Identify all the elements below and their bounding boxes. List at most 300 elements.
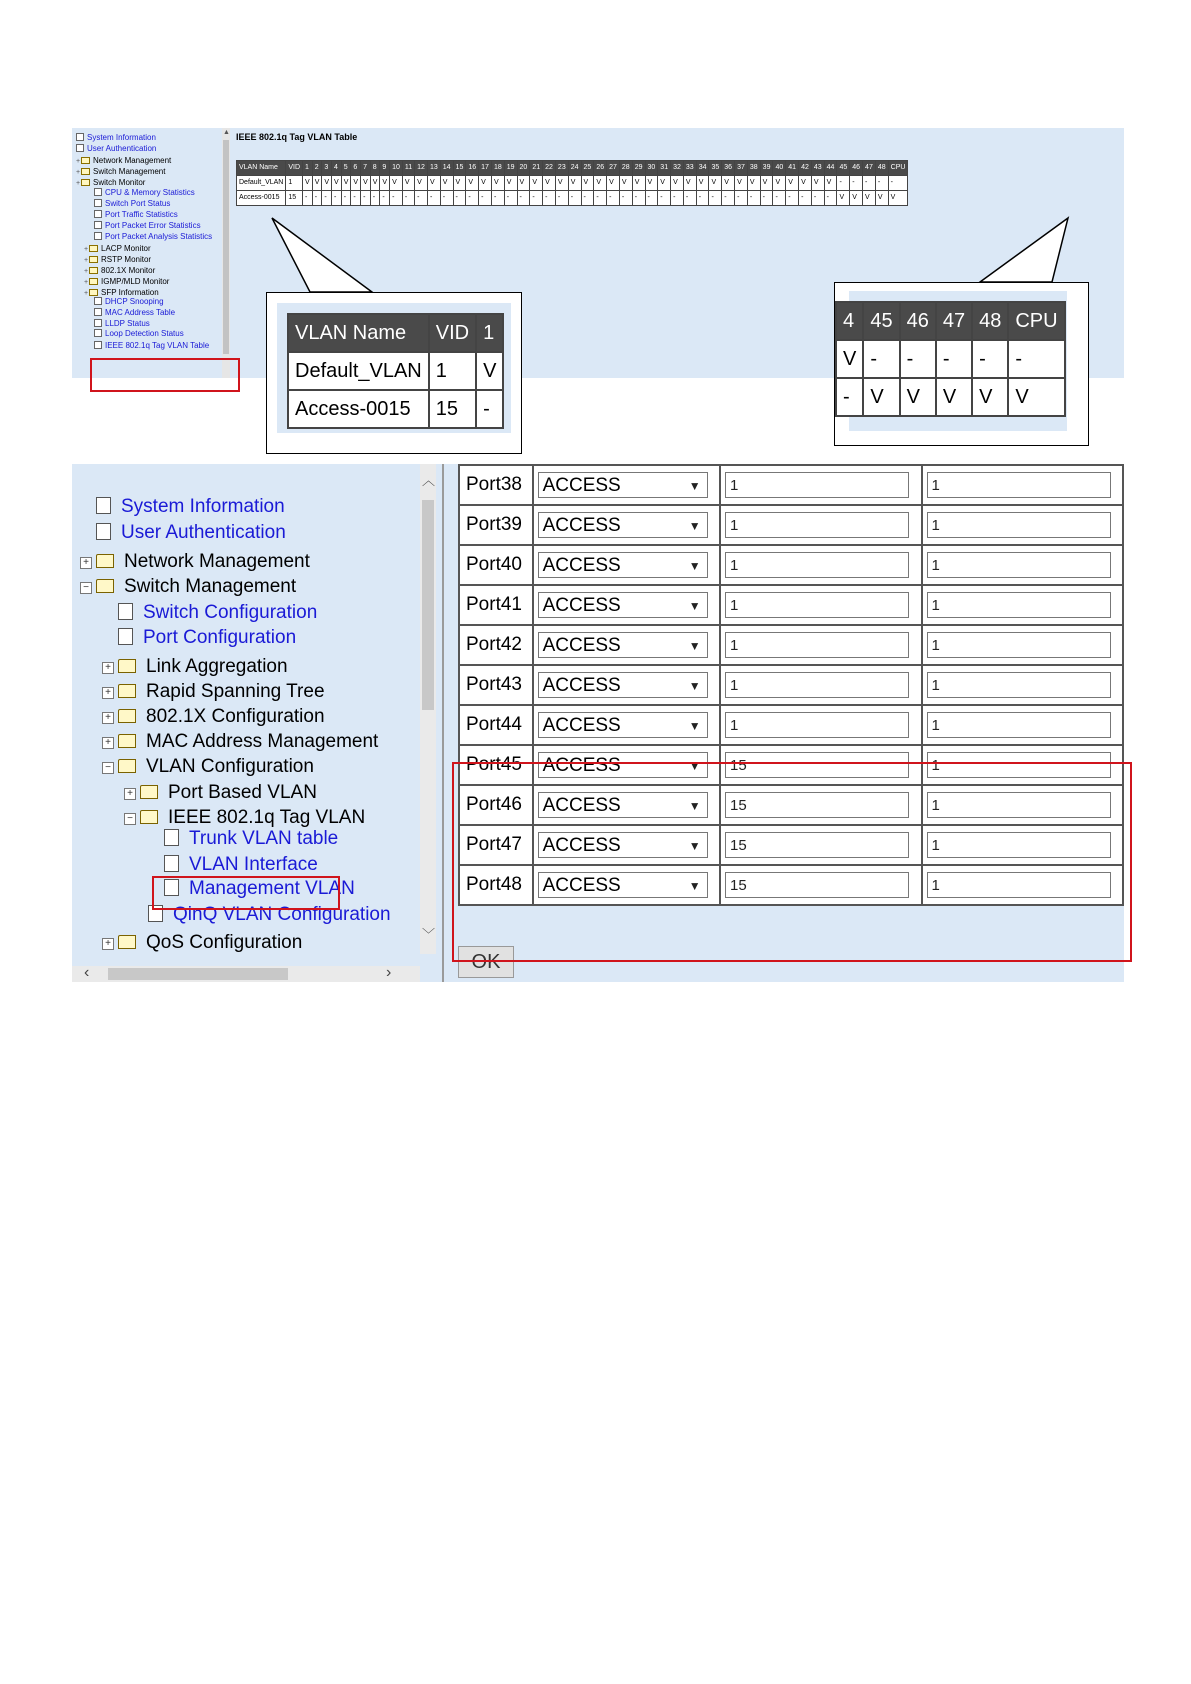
port-name: Port39 bbox=[459, 505, 533, 545]
vlan-table-cell: - bbox=[351, 191, 361, 206]
port-name: Port47 bbox=[459, 825, 533, 865]
top-tree-item-label: Port Packet Analysis Statistics bbox=[105, 232, 213, 241]
vlan-table-header: 9 bbox=[380, 161, 390, 176]
port-second-vid-input[interactable]: 1 bbox=[927, 672, 1111, 698]
vlan-table-header: 47 bbox=[863, 161, 876, 176]
folder-icon bbox=[96, 554, 114, 568]
zoom-table-cell: V bbox=[863, 378, 899, 416]
vlan-table-header: 31 bbox=[658, 161, 671, 176]
port-mode-select[interactable] bbox=[538, 512, 708, 538]
vlan-table-cell: - bbox=[760, 191, 773, 206]
expand-toggle-icon[interactable]: + bbox=[84, 257, 89, 264]
tree-item-label: System Information bbox=[121, 496, 285, 517]
chevron-down-icon[interactable]: ▼ bbox=[688, 519, 701, 533]
port-row bbox=[459, 505, 1123, 545]
vlan-table-cell: - bbox=[380, 191, 390, 206]
port-mode-select[interactable] bbox=[538, 552, 708, 578]
vlan-table-header: 44 bbox=[824, 161, 837, 176]
vlan-table-cell: - bbox=[543, 191, 556, 206]
tree-item-switch-configuration[interactable] bbox=[118, 600, 317, 626]
port-vid-cell-2 bbox=[922, 465, 1124, 505]
vlan-table-cell: - bbox=[645, 191, 658, 206]
vlan-table-cell: - bbox=[491, 191, 504, 206]
vlan-table-cell: 1 bbox=[286, 176, 303, 191]
vlan-table-cell: - bbox=[824, 191, 837, 206]
tree-item-mac-address-management[interactable] bbox=[102, 729, 378, 755]
port-vid-cell-2 bbox=[922, 505, 1124, 545]
port-vid-cell bbox=[720, 625, 921, 665]
vlan-table-cell: Access-0015 bbox=[237, 191, 286, 206]
vlan-table-cell: V bbox=[303, 176, 313, 191]
zoom-table-cell: - bbox=[1008, 340, 1064, 378]
vlan-table-header: 20 bbox=[517, 161, 530, 176]
port-vid-cell bbox=[720, 465, 921, 505]
zoom-table-cell: - bbox=[863, 340, 899, 378]
tree-item-qos-configuration[interactable] bbox=[102, 930, 302, 956]
vlan-table-cell: V bbox=[555, 176, 568, 191]
tree-item-label: 802.1X Configuration bbox=[146, 706, 325, 727]
port-access-vid-input[interactable]: 15 bbox=[725, 752, 909, 778]
port-second-vid-input[interactable]: 1 bbox=[927, 472, 1111, 498]
vlan-table-header: 46 bbox=[850, 161, 863, 176]
vlan-table-cell: - bbox=[466, 191, 479, 206]
port-mode-select[interactable] bbox=[538, 672, 708, 698]
page-icon bbox=[96, 497, 111, 514]
vlan-table-cell: V bbox=[747, 176, 760, 191]
tree-horizontal-scrollbar[interactable] bbox=[72, 966, 420, 982]
port-access-vid-input[interactable]: 15 bbox=[725, 792, 909, 818]
vlan-table-header: 22 bbox=[543, 161, 556, 176]
vlan-table-header: 13 bbox=[427, 161, 440, 176]
port-access-vid-input[interactable]: 15 bbox=[725, 832, 909, 858]
vlan-table-cell: V bbox=[415, 176, 428, 191]
port-second-vid-input[interactable]: 1 bbox=[927, 712, 1111, 738]
tree-item-label: VLAN Configuration bbox=[146, 756, 314, 777]
vlan-table-cell: V bbox=[479, 176, 492, 191]
expand-toggle-icon[interactable]: + bbox=[84, 268, 89, 275]
vlan-table-cell: - bbox=[863, 176, 876, 191]
port-access-vid-input[interactable]: 1 bbox=[725, 712, 909, 738]
vlan-table-header: 2 bbox=[312, 161, 322, 176]
vlan-table-header: 40 bbox=[773, 161, 786, 176]
vlan-table-header: 21 bbox=[530, 161, 543, 176]
vlan-table-header: 23 bbox=[555, 161, 568, 176]
zoom-table-cell: - bbox=[476, 390, 503, 428]
vlan-table-header: 6 bbox=[351, 161, 361, 176]
expand-toggle-icon[interactable]: + bbox=[102, 662, 114, 674]
tree-item-network-management[interactable] bbox=[80, 549, 310, 575]
expand-toggle-icon[interactable]: + bbox=[76, 158, 81, 165]
vlan-table-cell: V bbox=[312, 176, 322, 191]
folder-icon bbox=[118, 734, 136, 748]
scroll-up-icon[interactable]: ▲ bbox=[223, 129, 230, 136]
port-mode-value: ACCESS bbox=[542, 835, 621, 856]
zoom-table-cell: - bbox=[900, 340, 936, 378]
vlan-table-header: 18 bbox=[491, 161, 504, 176]
tree-item-label: Management VLAN bbox=[189, 878, 355, 899]
vlan-table-cell: V bbox=[875, 191, 888, 206]
vlan-table-cell: V bbox=[543, 176, 556, 191]
vlan-table-header: VLAN Name bbox=[237, 161, 286, 176]
tree-item-label: Network Management bbox=[124, 551, 310, 572]
vlan-table-cell: V bbox=[530, 176, 543, 191]
vlan-table-header: 32 bbox=[671, 161, 684, 176]
port-name: Port40 bbox=[459, 545, 533, 585]
port-mode-value: ACCESS bbox=[542, 595, 621, 616]
vlan-table-cell: 15 bbox=[286, 191, 303, 206]
port-row bbox=[459, 465, 1123, 505]
vlan-table-cell: Default_VLAN bbox=[237, 176, 286, 191]
chevron-down-icon[interactable]: ▼ bbox=[688, 759, 701, 773]
vlan-table-cell: - bbox=[888, 176, 908, 191]
top-tree-item-label: LLDP Status bbox=[105, 319, 150, 328]
chevron-down-icon[interactable]: ▼ bbox=[688, 879, 701, 893]
zoom-table-row bbox=[836, 378, 1065, 416]
vlan-table-cell: - bbox=[671, 191, 684, 206]
vlan-table-cell: V bbox=[824, 176, 837, 191]
vertical-scroll-thumb[interactable] bbox=[422, 500, 434, 710]
port-name: Port48 bbox=[459, 865, 533, 905]
port-second-vid-input[interactable]: 1 bbox=[927, 832, 1111, 858]
expand-toggle-icon[interactable]: + bbox=[102, 737, 114, 749]
top-tree-item-label: SFP Information bbox=[101, 288, 159, 297]
tree-item-label: QinQ VLAN Configuration bbox=[173, 904, 391, 925]
zoom-table-cell: - bbox=[836, 378, 863, 416]
vlan-table-cell: - bbox=[773, 191, 786, 206]
vlan-table-cell: - bbox=[850, 176, 863, 191]
top-tree-item-label: Switch Monitor bbox=[93, 178, 146, 187]
tree-item-link-aggregation[interactable] bbox=[102, 654, 288, 680]
vlan-table-cell: V bbox=[332, 176, 342, 191]
vlan-table-cell: V bbox=[341, 176, 351, 191]
port-access-vid-input[interactable]: 1 bbox=[725, 592, 909, 618]
zoom-table-header: 46 bbox=[900, 302, 936, 340]
vlan-table-header: 19 bbox=[504, 161, 517, 176]
port-name: Port44 bbox=[459, 705, 533, 745]
vlan-table-cell: - bbox=[322, 191, 332, 206]
vlan-table-header: 37 bbox=[735, 161, 748, 176]
zoom-table-cell: Access-0015 bbox=[288, 390, 429, 428]
highlight-ports-45-48 bbox=[452, 762, 1132, 962]
port-mode-select[interactable] bbox=[538, 472, 708, 498]
zoom-table-row bbox=[288, 352, 503, 390]
vlan-table-cell: - bbox=[479, 191, 492, 206]
vlan-table-cell: - bbox=[581, 191, 594, 206]
vlan-table-cell: - bbox=[696, 191, 709, 206]
folder-icon bbox=[118, 709, 136, 723]
vlan-table-cell: - bbox=[722, 191, 735, 206]
page-icon bbox=[118, 603, 133, 620]
folder-icon bbox=[118, 659, 136, 673]
tree-item-switch-management[interactable] bbox=[80, 574, 296, 600]
zoom-left-viewport bbox=[277, 303, 511, 433]
port-mode-cell bbox=[533, 665, 720, 705]
vlan-table-header: 34 bbox=[696, 161, 709, 176]
top-tree-item-label: Switch Management bbox=[93, 167, 166, 176]
port-mode-value: ACCESS bbox=[542, 675, 621, 696]
zoom-table-cell: V bbox=[972, 378, 1008, 416]
chevron-down-icon[interactable]: ▼ bbox=[688, 599, 701, 613]
expand-toggle-icon[interactable]: − bbox=[124, 813, 136, 825]
tree-item-port-based-vlan[interactable] bbox=[124, 780, 317, 806]
chevron-down-icon[interactable]: ▼ bbox=[688, 799, 701, 813]
vlan-table-header: VID bbox=[286, 161, 303, 176]
port-second-vid-input[interactable]: 1 bbox=[927, 512, 1111, 538]
chevron-down-icon[interactable]: ▼ bbox=[688, 639, 701, 653]
top-tree-item-label: CPU & Memory Statistics bbox=[105, 188, 195, 197]
vlan-table-header: 24 bbox=[568, 161, 581, 176]
vlan-table-header: 29 bbox=[632, 161, 645, 176]
expand-toggle-icon[interactable]: + bbox=[84, 279, 89, 286]
port-mode-cell bbox=[533, 585, 720, 625]
vlan-table-cell: V bbox=[466, 176, 479, 191]
vlan-table-header: 38 bbox=[747, 161, 760, 176]
vlan-table-cell: V bbox=[440, 176, 453, 191]
page-icon bbox=[164, 855, 179, 872]
port-row bbox=[459, 545, 1123, 585]
zoom-table-cell: 1 bbox=[429, 352, 476, 390]
port-vid-cell-2 bbox=[922, 665, 1124, 705]
folder-icon bbox=[118, 684, 136, 698]
port-mode-select[interactable] bbox=[538, 712, 708, 738]
vlan-table-cell: V bbox=[568, 176, 581, 191]
tree-item-user-authentication[interactable] bbox=[96, 520, 286, 546]
top-tree-item-label: LACP Monitor bbox=[101, 244, 151, 253]
zoom-table-header: 4 bbox=[836, 302, 863, 340]
vlan-table-cell: V bbox=[811, 176, 824, 191]
port-mode-value: ACCESS bbox=[542, 755, 621, 776]
port-mode-value: ACCESS bbox=[542, 475, 621, 496]
port-vid-cell bbox=[720, 585, 921, 625]
vlan-table-cell: V bbox=[619, 176, 632, 191]
vlan-table-cell: - bbox=[402, 191, 414, 206]
vlan-table-cell: - bbox=[786, 191, 799, 206]
frame-divider[interactable] bbox=[442, 464, 444, 982]
port-vid-cell bbox=[720, 505, 921, 545]
expand-toggle-icon[interactable]: + bbox=[102, 712, 114, 724]
vlan-table-cell: - bbox=[370, 191, 380, 206]
chevron-down-icon[interactable]: ▼ bbox=[688, 559, 701, 573]
chevron-left-icon[interactable]: ‹ bbox=[84, 964, 90, 981]
vlan-table-cell: V bbox=[837, 191, 850, 206]
expand-toggle-icon[interactable]: + bbox=[102, 687, 114, 699]
vlan-table-cell: - bbox=[658, 191, 671, 206]
tree-item-label: MAC Address Management bbox=[146, 731, 379, 752]
expand-toggle-icon[interactable]: + bbox=[124, 788, 136, 800]
port-second-vid-input[interactable]: 1 bbox=[927, 632, 1111, 658]
port-second-vid-input[interactable]: 1 bbox=[927, 872, 1111, 898]
vlan-table-cell: V bbox=[322, 176, 332, 191]
zoom-right-table bbox=[835, 301, 1066, 417]
vlan-table-header: CPU bbox=[888, 161, 908, 176]
vlan-table-header: 43 bbox=[811, 161, 824, 176]
tree-item-label: Rapid Spanning Tree bbox=[146, 681, 325, 702]
zoom-table-header: 48 bbox=[972, 302, 1008, 340]
vlan-table-cell: V bbox=[709, 176, 722, 191]
page-icon bbox=[118, 628, 133, 645]
vlan-table-cell: V bbox=[658, 176, 671, 191]
port-access-vid-input[interactable]: 1 bbox=[725, 672, 909, 698]
port-mode-cell bbox=[533, 705, 720, 745]
port-name: Port38 bbox=[459, 465, 533, 505]
tree-item-vlan-interface[interactable] bbox=[164, 852, 318, 878]
vlan-table-cell: V bbox=[380, 176, 390, 191]
top-tree-item-label: 802.1X Monitor bbox=[101, 266, 156, 275]
zoom-callout-right bbox=[834, 282, 1089, 446]
vlan-table-cell: - bbox=[594, 191, 607, 206]
vlan-table-cell: V bbox=[607, 176, 620, 191]
zoom-table-header: 47 bbox=[936, 302, 972, 340]
vlan-table-cell: V bbox=[850, 191, 863, 206]
port-row bbox=[459, 585, 1123, 625]
top-tree-item-label: IGMP/MLD Monitor bbox=[101, 277, 170, 286]
vlan-table-header: 14 bbox=[440, 161, 453, 176]
port-access-vid-input[interactable]: 1 bbox=[725, 472, 909, 498]
vlan-table-cell: - bbox=[312, 191, 322, 206]
chevron-up-icon[interactable]: ︿ bbox=[422, 473, 436, 488]
expand-toggle-icon[interactable]: − bbox=[80, 582, 92, 594]
vlan-table-cell: V bbox=[683, 176, 696, 191]
ok-button[interactable]: OK bbox=[458, 946, 514, 978]
port-row bbox=[459, 705, 1123, 745]
vlan-table-cell: - bbox=[530, 191, 543, 206]
expand-toggle-icon[interactable]: + bbox=[80, 557, 92, 569]
port-second-vid-input[interactable]: 1 bbox=[927, 592, 1111, 618]
vlan-table-header: 26 bbox=[594, 161, 607, 176]
port-mode-value: ACCESS bbox=[542, 875, 621, 896]
vlan-table-cell: - bbox=[303, 191, 313, 206]
tree-item-label: Link Aggregation bbox=[146, 656, 288, 677]
vlan-table-cell: V bbox=[504, 176, 517, 191]
chevron-right-icon[interactable]: › bbox=[386, 964, 392, 981]
port-access-vid-input[interactable]: 15 bbox=[725, 872, 909, 898]
zoom-table-cell: V bbox=[1008, 378, 1064, 416]
port-vid-cell bbox=[720, 705, 921, 745]
vlan-table-cell: V bbox=[370, 176, 380, 191]
vlan-table-cell: - bbox=[440, 191, 453, 206]
top-tree-item-label: IEEE 802.1q Tag VLAN Table bbox=[105, 341, 210, 350]
tree-item-vlan-configuration[interactable] bbox=[102, 754, 314, 780]
expand-toggle-icon[interactable]: + bbox=[76, 180, 81, 187]
vlan-table-cell: V bbox=[722, 176, 735, 191]
chevron-down-icon[interactable]: ▼ bbox=[688, 479, 701, 493]
port-access-vid-input[interactable]: 1 bbox=[725, 632, 909, 658]
vlan-table-cell: - bbox=[619, 191, 632, 206]
vlan-table-title: IEEE 802.1q Tag VLAN Table bbox=[236, 132, 358, 142]
chevron-down-icon[interactable]: ﹀ bbox=[422, 927, 436, 942]
port-access-vid-input[interactable]: 1 bbox=[725, 552, 909, 578]
zoom-callout-left bbox=[266, 292, 522, 454]
expand-toggle-icon[interactable]: + bbox=[76, 169, 81, 176]
vlan-table-cell: - bbox=[735, 191, 748, 206]
chevron-down-icon[interactable]: ▼ bbox=[688, 679, 701, 693]
vlan-table-cell: - bbox=[555, 191, 568, 206]
port-mode-select[interactable] bbox=[538, 632, 708, 658]
port-access-vid-input[interactable]: 1 bbox=[725, 512, 909, 538]
port-mode-value: ACCESS bbox=[542, 515, 621, 536]
port-second-vid-input[interactable]: 1 bbox=[927, 552, 1111, 578]
chevron-down-icon[interactable]: ▼ bbox=[688, 719, 701, 733]
tree-item-802-1x-configuration[interactable] bbox=[102, 704, 325, 730]
port-name: Port43 bbox=[459, 665, 533, 705]
tree-item-port-configuration[interactable] bbox=[118, 625, 296, 651]
vlan-table-header: 7 bbox=[361, 161, 371, 176]
port-mode-value: ACCESS bbox=[542, 555, 621, 576]
vlan-table-cell: - bbox=[607, 191, 620, 206]
port-vid-cell-2 bbox=[922, 545, 1124, 585]
vlan-table-cell: V bbox=[760, 176, 773, 191]
tree-vertical-scrollbar[interactable] bbox=[420, 464, 436, 954]
zoom-table-cell: V bbox=[476, 352, 503, 390]
top-tree-item-label: Network Management bbox=[93, 156, 172, 165]
top-tree-item-label: RSTP Monitor bbox=[101, 255, 152, 264]
port-second-vid-input[interactable]: 1 bbox=[927, 792, 1111, 818]
folder-icon bbox=[140, 810, 158, 824]
vlan-table-header: 4 bbox=[332, 161, 342, 176]
vlan-table-header: 25 bbox=[581, 161, 594, 176]
vlan-table-cell: - bbox=[875, 176, 888, 191]
vlan-table-cell: V bbox=[594, 176, 607, 191]
tree-item-label: Port Based VLAN bbox=[168, 782, 317, 803]
vlan-table-header: 28 bbox=[619, 161, 632, 176]
vlan-table-cell: - bbox=[361, 191, 371, 206]
vlan-table-cell: V bbox=[671, 176, 684, 191]
vlan-table-cell: V bbox=[696, 176, 709, 191]
chevron-down-icon[interactable]: ▼ bbox=[688, 839, 701, 853]
vlan-table-cell: V bbox=[581, 176, 594, 191]
vlan-table-header: 33 bbox=[683, 161, 696, 176]
expand-toggle-icon[interactable]: + bbox=[84, 290, 89, 297]
vlan-table-cell: V bbox=[361, 176, 371, 191]
horizontal-scroll-thumb[interactable] bbox=[108, 968, 288, 980]
tree-item-rapid-spanning-tree[interactable] bbox=[102, 679, 325, 705]
highlight-vlan-interface-item bbox=[152, 876, 340, 910]
vlan-table-header: 11 bbox=[402, 161, 414, 176]
vlan-table-cell: - bbox=[390, 191, 403, 206]
zoom-table-row bbox=[288, 390, 503, 428]
port-row bbox=[459, 625, 1123, 665]
tree-item-label: Switch Management bbox=[124, 576, 297, 597]
tree-item-trunk-vlan-table[interactable] bbox=[164, 826, 338, 852]
port-mode-value: ACCESS bbox=[542, 715, 621, 736]
port-vid-cell-2 bbox=[922, 705, 1124, 745]
vlan-table-header: 30 bbox=[645, 161, 658, 176]
folder-icon bbox=[118, 759, 136, 773]
top-tree-item-label: Loop Detection Status bbox=[105, 329, 184, 338]
expand-toggle-icon[interactable]: + bbox=[102, 938, 114, 950]
zoom-table-cell: - bbox=[972, 340, 1008, 378]
port-second-vid-input[interactable]: 1 bbox=[927, 752, 1111, 778]
vlan-table-header: 17 bbox=[479, 161, 492, 176]
vlan-table-header: 12 bbox=[415, 161, 428, 176]
expand-toggle-icon[interactable]: − bbox=[102, 762, 114, 774]
vlan-table-cell: - bbox=[632, 191, 645, 206]
vlan-table-header: 45 bbox=[837, 161, 850, 176]
vlan-table-cell: - bbox=[568, 191, 581, 206]
vlan-table-header: 3 bbox=[322, 161, 332, 176]
vlan-table-cell: - bbox=[517, 191, 530, 206]
expand-toggle-icon[interactable]: + bbox=[84, 246, 89, 253]
vlan-table-cell: V bbox=[491, 176, 504, 191]
vlan-table-cell: V bbox=[427, 176, 440, 191]
port-mode-cell bbox=[533, 545, 720, 585]
vlan-table-cell: - bbox=[504, 191, 517, 206]
top-tree-item-label: Switch Port Status bbox=[105, 199, 171, 208]
vlan-table-cell: - bbox=[747, 191, 760, 206]
tree-item-system-information[interactable] bbox=[96, 494, 285, 520]
vlan-table-cell: - bbox=[332, 191, 342, 206]
port-mode-select[interactable] bbox=[538, 592, 708, 618]
